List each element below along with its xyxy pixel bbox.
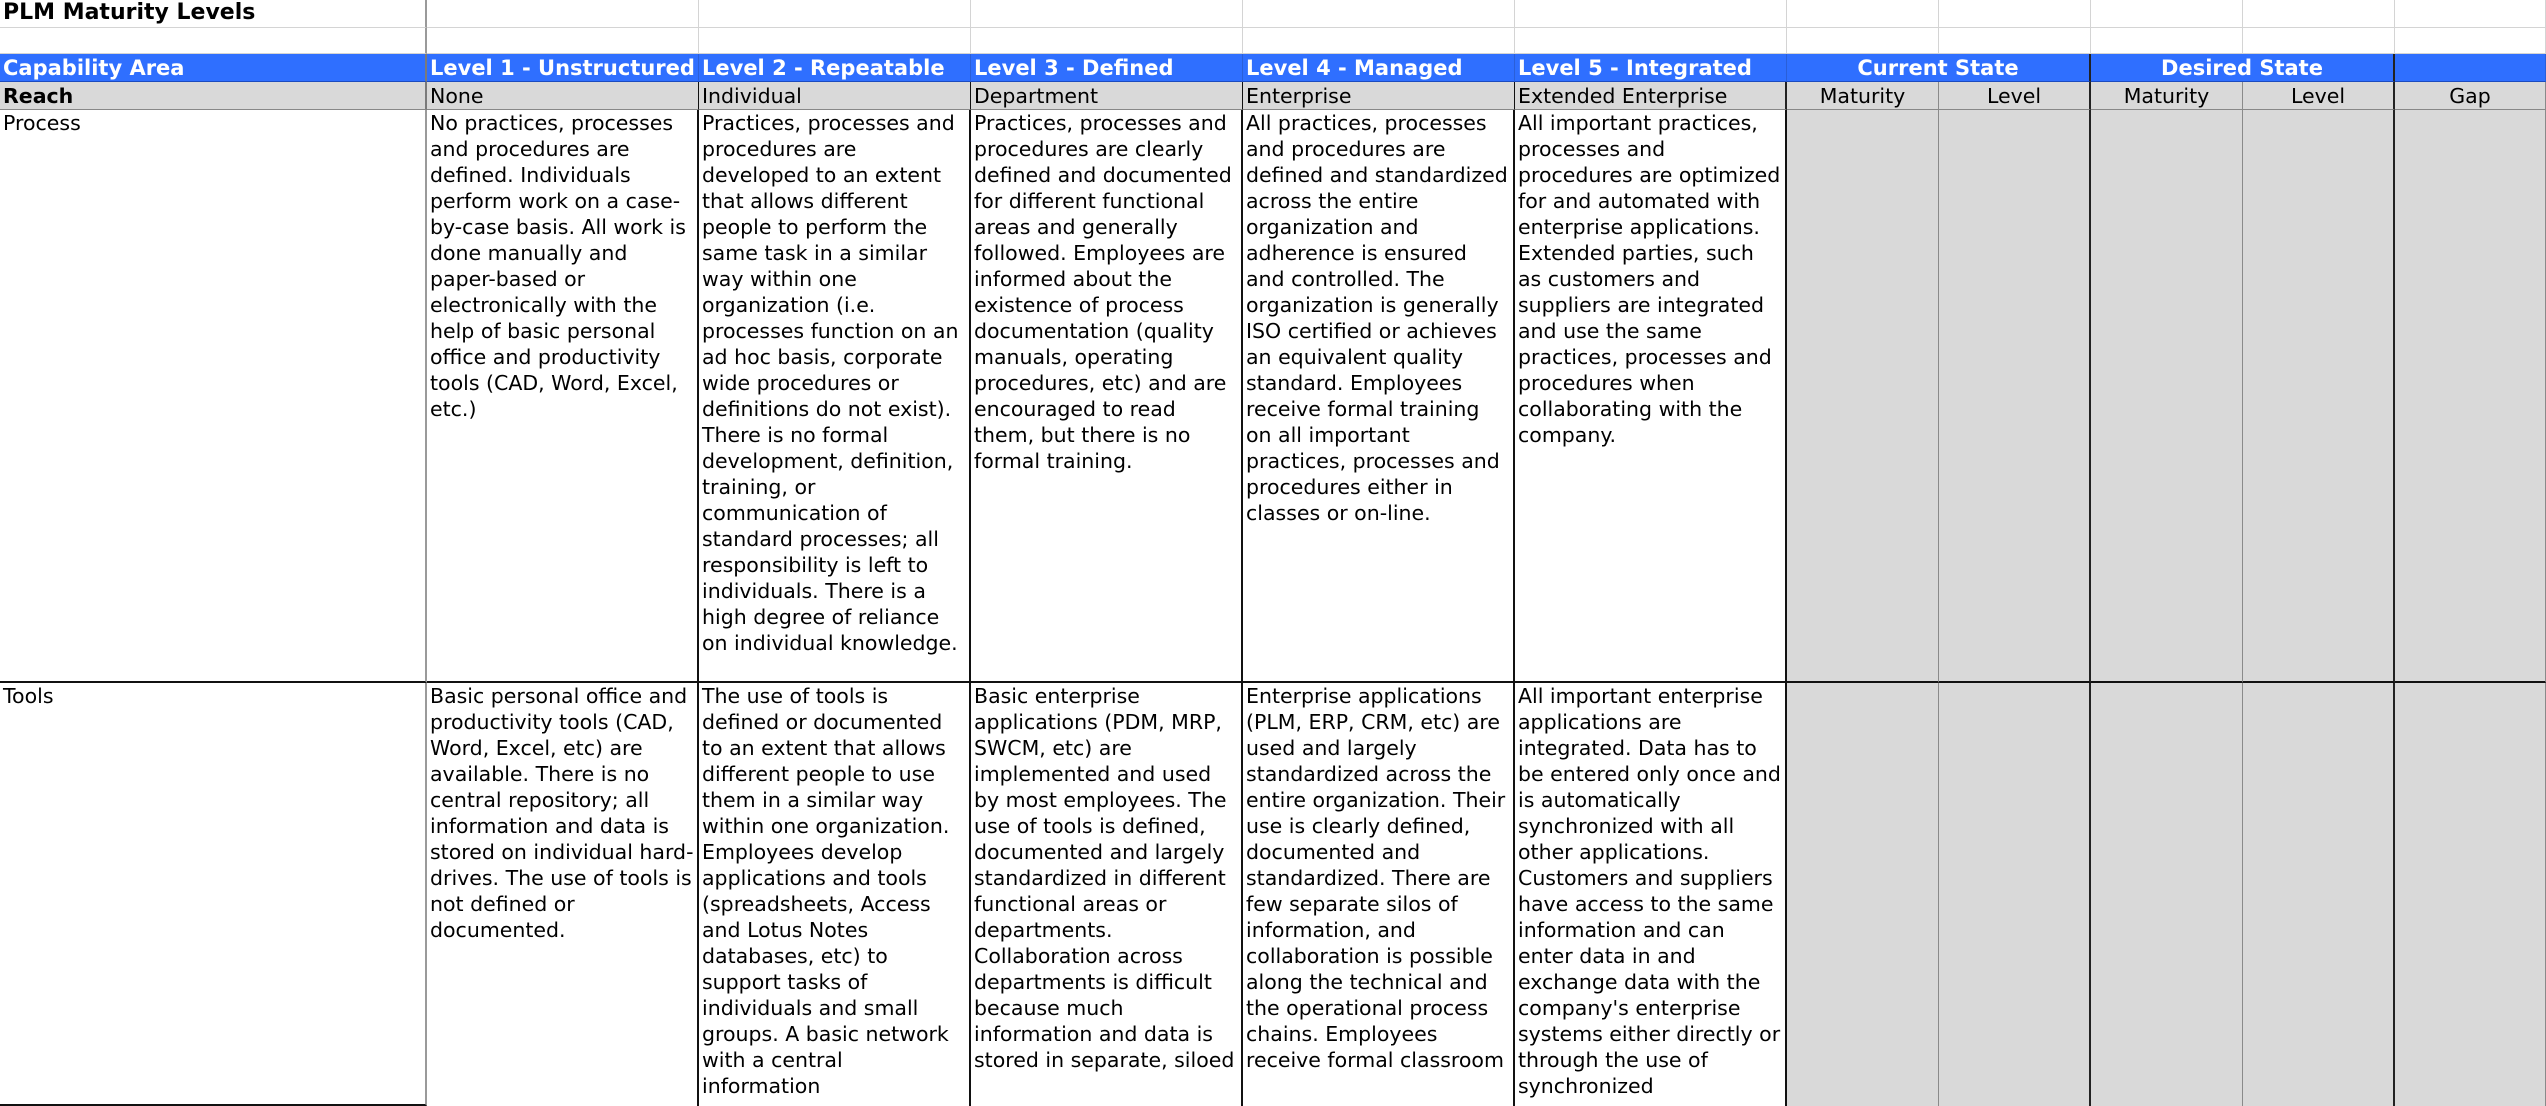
tools-level-5[interactable]: All important enterprise applications are integrated. Data has to be entered only once and is automatically synchronized with all other applications. Customers and suppliers have access to the same information and can enter data in and exchange data with the company's enterprise systems either directly or through the use of synchronized xyxy=(1515,683,1787,1106)
tools-desired-level-input[interactable] xyxy=(2243,683,2395,1106)
cell[interactable] xyxy=(1515,28,1787,54)
process-current-maturity-input[interactable] xyxy=(1787,110,1939,683)
cell[interactable] xyxy=(427,0,699,28)
cell[interactable] xyxy=(2243,0,2395,28)
reach-level-1[interactable]: None xyxy=(427,82,699,110)
cell[interactable] xyxy=(2091,28,2243,54)
reach-level-2[interactable]: Individual xyxy=(699,82,971,110)
cell[interactable] xyxy=(427,28,699,54)
header-gap-blank[interactable] xyxy=(2395,54,2546,82)
reach-label[interactable]: Reach xyxy=(0,82,427,110)
header-level-5[interactable]: Level 5 - Integrated xyxy=(1515,54,1787,82)
reach-level-4[interactable]: Enterprise xyxy=(1243,82,1515,110)
reach-level-5[interactable]: Extended Enterprise xyxy=(1515,82,1787,110)
process-current-level-input[interactable] xyxy=(1939,110,2091,683)
gap-header[interactable]: Gap xyxy=(2395,82,2546,110)
process-level-4[interactable]: All practices, processes and procedures are defined and standardized across the entire organization and adherence is ensured and controlled. The organization is generally ISO certified or achieves an equivalent quality standard. Employees receive formal training on all important practices, processes and procedures either in classes or on-line. xyxy=(1243,110,1515,683)
header-level-4[interactable]: Level 4 - Managed xyxy=(1243,54,1515,82)
header-level-2[interactable]: Level 2 - Repeatable xyxy=(699,54,971,82)
process-gap-input[interactable] xyxy=(2395,110,2546,683)
cell[interactable] xyxy=(1243,0,1515,28)
cell[interactable] xyxy=(971,0,1243,28)
tools-current-maturity-input[interactable] xyxy=(1787,683,1939,1106)
header-capability-area[interactable]: Capability Area xyxy=(0,54,427,82)
cell[interactable] xyxy=(699,28,971,54)
cell[interactable] xyxy=(1787,28,1939,54)
process-level-1[interactable]: No practices, processes and procedures are defined. Individuals perform work on a case-by-case basis. All work is done manually and paper-based or electronically with the help of basic personal office and productivity tools (CAD, Word, Excel, etc.) xyxy=(427,110,699,683)
tools-desired-maturity-input[interactable] xyxy=(2091,683,2243,1106)
current-maturity-header[interactable]: Maturity xyxy=(1787,82,1939,110)
tools-level-2[interactable]: The use of tools is defined or documented to an extent that allows different people to use them in a similar way within one organization. Employees develop applications and tools (spreadsheets, Access and Lotus Notes databases, etc) to support tasks of individuals and small groups. A basic network with a central information xyxy=(699,683,971,1106)
process-level-3[interactable]: Practices, processes and procedures are clearly defined and documented for different functional areas and generally followed. Employees are informed about the existence of process documentation (quality manuals, operating procedures, etc) and are encouraged to read them, but there is no formal training. xyxy=(971,110,1243,683)
current-level-header[interactable]: Level xyxy=(1939,82,2091,110)
cell[interactable] xyxy=(1939,28,2091,54)
cell[interactable] xyxy=(1787,0,1939,28)
header-level-3[interactable]: Level 3 - Defined xyxy=(971,54,1243,82)
header-current-state[interactable]: Current State xyxy=(1787,54,2091,82)
cell[interactable] xyxy=(2395,28,2546,54)
cell[interactable] xyxy=(2395,0,2546,28)
cell[interactable] xyxy=(0,28,427,54)
process-level-2[interactable]: Practices, processes and procedures are developed to an extent that allows different people to perform the same task in a similar way within one organization (i.e. processes function on an ad hoc basis, corporate wide procedures or definitions do not exist). There is no formal development, definition, training, or communication of standard processes; all responsibility is left to individuals. There is a high degree of reliance on individual knowledge. xyxy=(699,110,971,683)
header-desired-state[interactable]: Desired State xyxy=(2091,54,2395,82)
cell[interactable] xyxy=(971,28,1243,54)
tools-level-1[interactable]: Basic personal office and productivity tools (CAD, Word, Excel, etc) are available. There is no central repository; all information and data is stored on individual hard-drives. The use of tools is not defined or documented. xyxy=(427,683,699,1106)
process-desired-level-input[interactable] xyxy=(2243,110,2395,683)
tools-gap-input[interactable] xyxy=(2395,683,2546,1106)
sheet-title[interactable]: PLM Maturity Levels xyxy=(0,0,427,28)
cell[interactable] xyxy=(2091,0,2243,28)
row-area-process[interactable]: Process xyxy=(0,110,427,683)
tools-level-4[interactable]: Enterprise applications (PLM, ERP, CRM, etc) are used and largely standardized across the entire organization. Their use is clearly defined, documented and standardized. There are few separate silos of information, and collaboration is possible along the technical and the operational process chains. Employees receive formal classroom xyxy=(1243,683,1515,1106)
desired-level-header[interactable]: Level xyxy=(2243,82,2395,110)
row-area-tools[interactable]: Tools xyxy=(0,683,427,1106)
tools-level-3[interactable]: Basic enterprise applications (PDM, MRP, SWCM, etc) are implemented and used by most employees. The use of tools is defined, documented and largely standardized in different functional areas or departments. Collaboration across departments is difficult because much information and data is stored in separate, siloed xyxy=(971,683,1243,1106)
cell[interactable] xyxy=(1939,0,2091,28)
cell[interactable] xyxy=(1515,0,1787,28)
desired-maturity-header[interactable]: Maturity xyxy=(2091,82,2243,110)
cell[interactable] xyxy=(699,0,971,28)
cell[interactable] xyxy=(1243,28,1515,54)
tools-current-level-input[interactable] xyxy=(1939,683,2091,1106)
process-desired-maturity-input[interactable] xyxy=(2091,110,2243,683)
header-level-1[interactable]: Level 1 - Unstructured xyxy=(427,54,699,82)
reach-level-3[interactable]: Department xyxy=(971,82,1243,110)
cell[interactable] xyxy=(2243,28,2395,54)
process-level-5[interactable]: All important practices, processes and procedures are optimized for and automated with enterprise applications. Extended parties, such as customers and suppliers are integrated and use the same practices, processes and procedures when collaborating with the company. xyxy=(1515,110,1787,683)
